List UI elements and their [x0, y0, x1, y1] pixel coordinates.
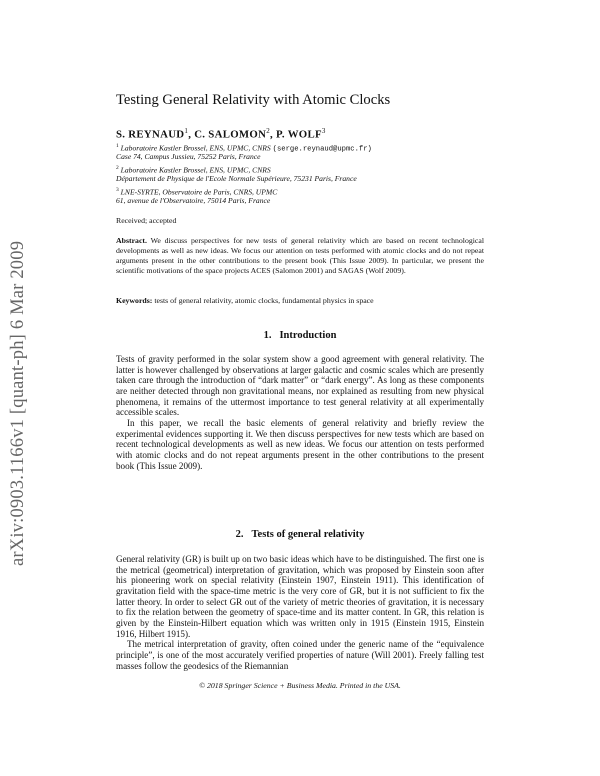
author-list: S. REYNAUD$^1$, C. SALOMON$^2$, P. WOLF$^3$ [116, 127, 326, 141]
abstract [116, 236, 484, 276]
author-name: C. SALOMON [194, 128, 267, 141]
introduction-body [116, 354, 484, 471]
tests-of-gr-body [116, 554, 484, 671]
keywords-text: tests of general relativity, atomic clocks, fundamental physics in space [154, 296, 374, 305]
affiliation-2-line-2: Département de Physique de l'Ecole Normale Supérieure, 75231 Paris, France [116, 174, 357, 183]
author-email: (serge.reynaud@upmc.fr) [272, 145, 372, 154]
affiliation-1-line-1: $^1$ Laboratoire Kastler Brossel, ENS, UPMC, CNRS (serge.reynaud@upmc.fr) [116, 143, 372, 154]
author-affil-mark: 3 [321, 127, 326, 135]
section-heading-introduction: 1. Introduction [263, 330, 337, 341]
paragraph: General relativity (GR) is built up on two basic ideas which have to be distinguished. The first one is the metrical (geometrical) interpretation of gravitation, which was proposed by Einstein soon after his pioneering work on special relativity (Einstein 1907, Einstein 1911). This identification of gravitation field with the space-time metric is the very core of GR, but it is not sufficient to fix the latter theory. In order to select GR out of the variety of metric theories of gravitation, it is necessary to fix the relation between the geometry of space-time and its matter content. In GR, this relation is given by the Einstein-Hilbert equation which was written only in 1915 (Einstein 1915, Einstein 1916, Hilbert 1915). [116, 554, 484, 639]
keywords [116, 296, 484, 305]
paper-title: Testing General Relativity with Atomic Clocks [116, 92, 391, 108]
paragraph: Tests of gravity performed in the solar system show a good agreement with general relativity. The latter is however challenged by observations at larger galactic and cosmic scales which are presently taken care through the introduction of “dark matter” or “dark energy”. As long as these components are neither detected through non gravitational means, nor explained as resulting from new physical phenomena, it remains of the uttermost importance to test general relativity at all experimentally accessible scales. [116, 354, 484, 418]
author-affil-mark: 2 [266, 127, 270, 135]
author-name: P. WOLF [276, 128, 322, 141]
keywords-label: Keywords: [116, 296, 153, 305]
copyright-footer: © 2018 Springer Science + Business Media. Printed in the USA. [199, 681, 401, 690]
author-affil-mark: 1 [184, 127, 189, 135]
received-line: Received; accepted [116, 216, 177, 225]
arxiv-stamp: arXiv:0903.1166v1 [quant-ph] 6 Mar 2009 [8, 240, 28, 566]
abstract-text: We discuss perspectives for new tests of general relativity which are based on recent technological developments as well as new ideas. We focus our attention on tests performed with atomic clocks and do not repeat arguments present in the other contributions to the present book (This Issue 2009). In particular, we present the scientific motivations of the space projects ACES (Salomon 2001) and SAGAS (Wolf 2009). [116, 236, 485, 276]
section-heading-tests-of-gr: 2. Tests of general relativity [235, 529, 365, 540]
affiliation-3-line-2: 61, avenue de l'Observatoire, 75014 Paris, France [116, 196, 271, 205]
affiliation-3-line-1: $^3$ LNE-SYRTE, Observatoire de Paris, CNRS, UPMC [116, 187, 278, 197]
affiliation-1-line-2: Case 74, Campus Jussieu, 75252 Paris, France [116, 152, 261, 161]
abstract-label: Abstract. [116, 236, 147, 245]
author-name: S. REYNAUD [116, 128, 185, 141]
paragraph: The metrical interpretation of gravity, often coined under the generic name of the “equivalence principle”, is one of the most accurately verified properties of nature (Will 2001). Freely falling test masses follow the geodesics of the Riemannian [116, 639, 484, 671]
affiliation-2-line-1: $^2$ Laboratoire Kastler Brossel, ENS, UPMC, CNRS [116, 165, 271, 175]
paragraph: In this paper, we recall the basic elements of general relativity and briefly review the experimental evidences supporting it. We then discuss perspectives for new tests which are based on recent technological developments as well as new ideas. We focus our attention on tests performed with atomic clocks and do not repeat arguments present in the other contributions to the present book (This Issue 2009). [116, 417, 484, 471]
